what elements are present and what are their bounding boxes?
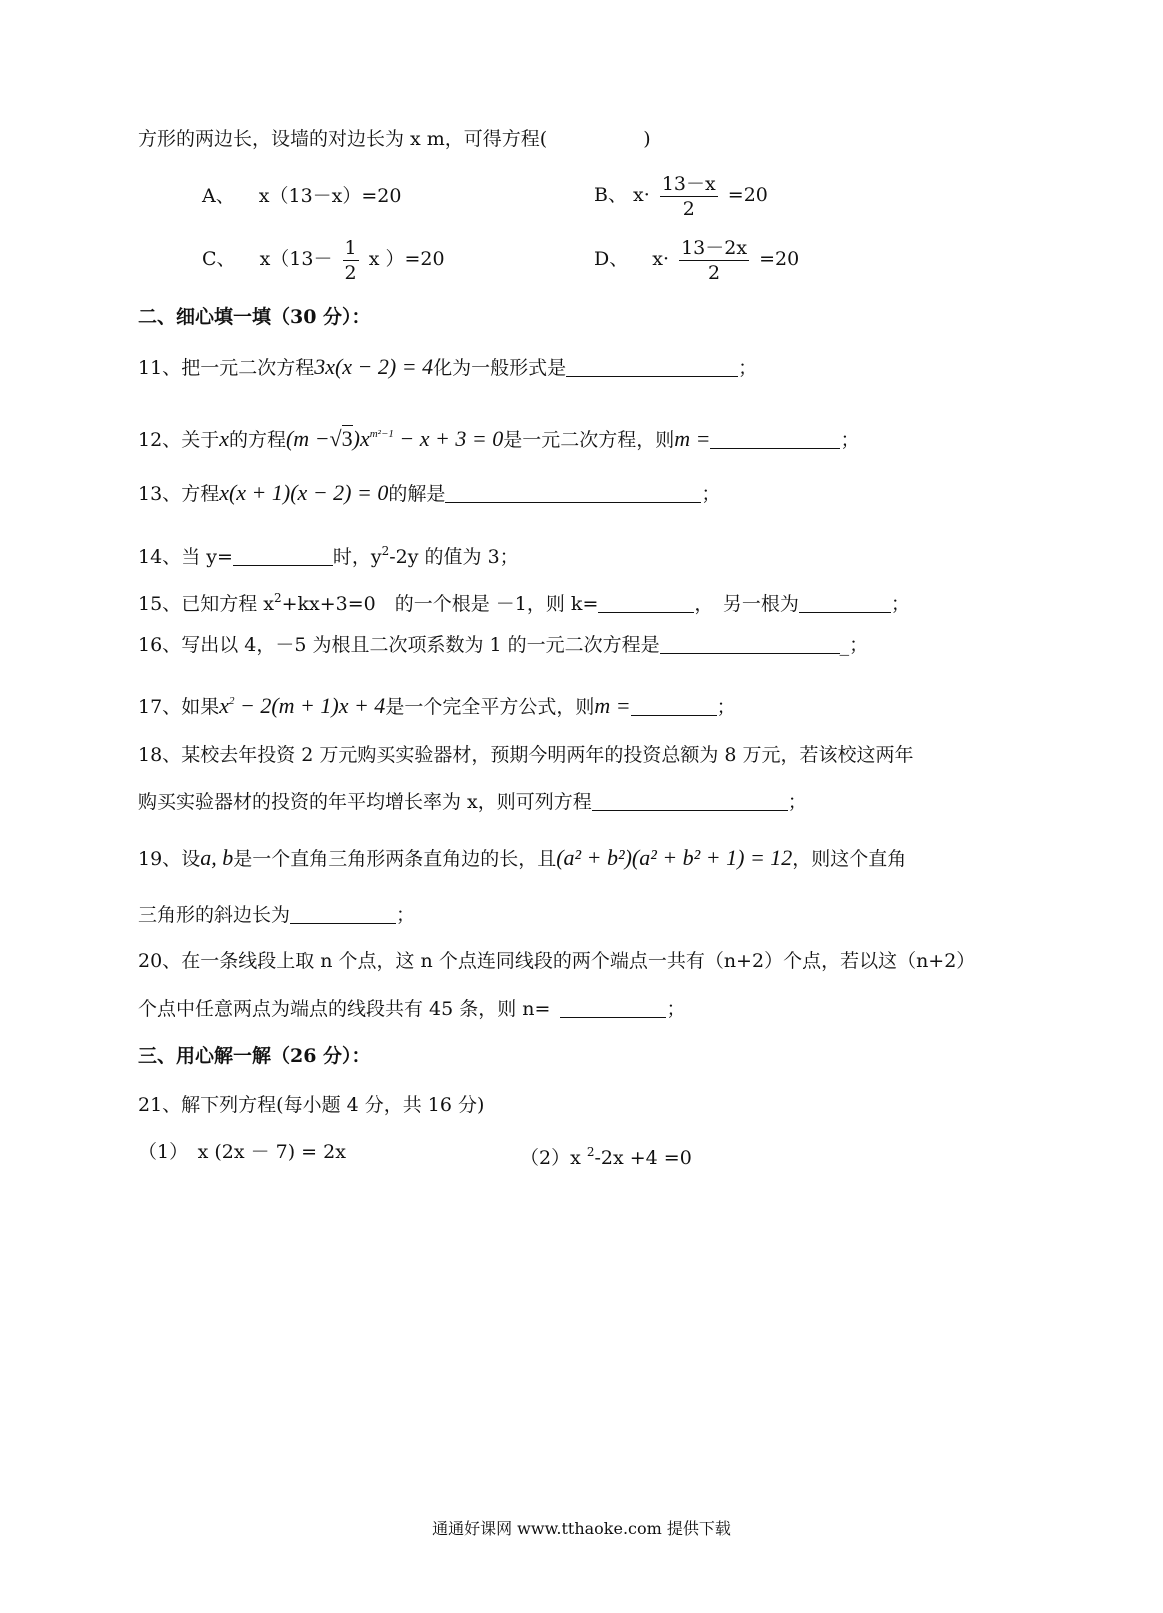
option-c-pre: x（13－ [259, 248, 333, 270]
q17-post: 是一个完全平方公式，则 [385, 696, 595, 718]
q15-exponent: 2 [273, 591, 282, 605]
q18-line1: 某校去年投资 2 万元购买实验器材，预期今明两年的投资总额为 8 万元，若该校这两年 [181, 744, 914, 766]
q20-end: ； [666, 998, 686, 1020]
q13-equation: x(x + 1)(x − 2) = 0 [219, 480, 389, 505]
q19-end: ； [396, 904, 416, 926]
q14-pre: 当 y= [181, 546, 233, 568]
question-18-line2 [138, 789, 807, 815]
option-b-label: B、 [594, 184, 627, 206]
question-21: 21、解下列方程(每小题 4 分，共 16 分) [138, 1094, 485, 1116]
q15-mid2: ， 另一根为 [694, 593, 799, 615]
q18-answer-blank[interactable] [592, 790, 788, 811]
q17-eq2: − 2(m + 1)x + 4 [234, 693, 386, 718]
option-d [594, 234, 799, 285]
q12-radicand: 3 [341, 426, 353, 451]
option-c-fraction [343, 236, 359, 285]
q18-number: 18、 [138, 744, 182, 766]
q19-post: ，则这个直角 [792, 848, 907, 870]
q12-eq2: )x [352, 426, 370, 451]
q16-number: 16、 [138, 634, 182, 656]
q19-answer-blank[interactable] [290, 903, 396, 924]
q19-number: 19、 [138, 848, 182, 870]
q15-end: ； [890, 593, 910, 615]
sqrt-icon: √3 [329, 426, 353, 451]
q12-post: 是一元二次方程，则 [503, 429, 675, 451]
q14-mid1: 时，y [332, 546, 382, 568]
q11-number: 11、 [138, 357, 182, 379]
option-d-post: =20 [759, 248, 800, 270]
option-c-post: x ）=20 [368, 248, 445, 270]
q11-answer-blank[interactable] [566, 356, 738, 377]
question-14 [138, 538, 519, 570]
q12-answer-blank[interactable] [710, 428, 840, 449]
option-c-denominator: 2 [344, 261, 357, 284]
q19-equation: (a² + b²)(a² + b² + 1) = 12 [556, 845, 793, 870]
q18-end: ； [787, 791, 807, 813]
q13-post: 的解是 [388, 483, 446, 505]
q11-end: ； [738, 357, 758, 379]
option-a-text: x（13－x）=20 [258, 185, 402, 207]
option-a-label: A、 [202, 185, 235, 207]
q16-end: _； [839, 634, 869, 656]
q12-mid: 的方程 [228, 429, 286, 451]
q21-part-2 [520, 1139, 692, 1171]
option-b-fraction [660, 172, 718, 221]
q19-vars: a, b [200, 845, 234, 870]
q16-pre: 写出以 4，－5 为根且二次项系数为 1 的一元二次方程是 [181, 634, 660, 656]
q12-pre: 关于 [181, 429, 220, 451]
q14-exponent: 2 [381, 544, 390, 558]
q15-root-blank[interactable] [799, 592, 891, 613]
question-16 [138, 632, 868, 658]
q13-number: 13、 [138, 483, 182, 505]
q11-equation: 3x(x − 2) = 4 [314, 354, 434, 379]
question-15 [138, 585, 910, 617]
q21-p2-exponent: 2 [586, 1145, 595, 1159]
q20-line1: 在一条线段上取 n 个点，这 n 个点连同线段的两个端点一共有（n+2）个点，若以这（n+2） [181, 950, 976, 972]
q20-number: 20、 [138, 950, 182, 972]
option-a [202, 183, 402, 209]
intro-line [138, 126, 651, 152]
q17-answer-blank[interactable] [631, 695, 717, 716]
q20-line2: 个点中任意两点为端点的线段共有 45 条，则 n= [138, 998, 551, 1020]
q15-number: 15、 [138, 593, 182, 615]
question-17 [138, 688, 736, 720]
q17-eq1: x [219, 693, 229, 718]
section-3-title: 三、用心解一解（26 分）： [138, 1045, 371, 1067]
intro-text: 方形的两边长，设墙的对边长为 x m，可得方程( [138, 128, 548, 150]
intro-close: ) [643, 128, 651, 150]
option-d-denominator: 2 [708, 261, 721, 284]
question-20-line2 [138, 996, 685, 1022]
option-d-numerator: 13－2x [681, 236, 748, 259]
q17-exponent: 2 [228, 695, 235, 707]
q12-eq3: − x + 3 = 0 [393, 426, 504, 451]
option-d-label: D、 [594, 248, 629, 270]
question-19-line1 [138, 845, 906, 872]
q13-end: ； [701, 483, 721, 505]
q17-mvar: m = [594, 693, 631, 718]
option-b-pre: x· [633, 184, 650, 206]
q15-mid1: +kx+3=0 的一个根是 －1，则 k= [281, 593, 599, 615]
question-20-line1 [138, 948, 975, 974]
option-b-denominator: 2 [682, 197, 695, 220]
option-b-numerator: 13－x [661, 172, 716, 195]
q16-answer-blank[interactable] [660, 633, 840, 654]
q19-line2: 三角形的斜边长为 [138, 904, 291, 926]
q21-p2-pre: （2）x [520, 1147, 587, 1169]
q12-mvar: m = [674, 426, 711, 451]
option-b-post: =20 [727, 184, 768, 206]
q17-pre: 如果 [181, 696, 220, 718]
q11-pre: 把一元二次方程 [181, 357, 315, 379]
question-13 [138, 480, 720, 507]
q12-number: 12、 [138, 429, 182, 451]
q12-eq1: (m − [285, 426, 330, 451]
question-11 [138, 354, 757, 381]
option-b [594, 170, 768, 221]
q19-pre: 设 [181, 848, 201, 870]
question-19-line2 [138, 902, 415, 928]
q14-answer-blank[interactable] [233, 545, 333, 566]
q12-var: x [219, 426, 229, 451]
option-d-fraction [679, 236, 749, 285]
section-2-title: 二、细心填一填（30 分）： [138, 306, 371, 328]
q21-part-1: （1） x (2x － 7) = 2x [138, 1141, 346, 1163]
q11-post: 化为一般形式是 [433, 357, 567, 379]
q17-number: 17、 [138, 696, 182, 718]
option-d-pre: x· [652, 248, 670, 270]
q14-number: 14、 [138, 546, 182, 568]
question-18-line1 [138, 742, 914, 768]
q20-answer-blank[interactable] [560, 997, 666, 1018]
q15-pre: 已知方程 x [181, 593, 274, 615]
option-c-label: C、 [202, 248, 236, 270]
q13-pre: 方程 [181, 483, 220, 505]
q12-end: ； [840, 429, 860, 451]
q21-p2-post: -2x +4 =0 [594, 1147, 692, 1169]
q18-line2: 购买实验器材的投资的年平均增长率为 x，则可列方程 [138, 791, 592, 813]
q17-end: ； [716, 696, 736, 718]
q13-answer-blank[interactable] [445, 482, 701, 503]
q14-mid2: -2y 的值为 3； [389, 546, 519, 568]
q12-exponent: m²−1 [369, 428, 394, 440]
question-12 [138, 421, 859, 453]
option-c-numerator: 1 [344, 236, 357, 259]
option-c [202, 234, 445, 285]
q15-k-blank[interactable] [598, 592, 694, 613]
footer-credit: 通通好课网 www.tthaoke.com 提供下载 [432, 1519, 731, 1538]
q19-mid: 是一个直角三角形两条直角边的长，且 [233, 848, 557, 870]
